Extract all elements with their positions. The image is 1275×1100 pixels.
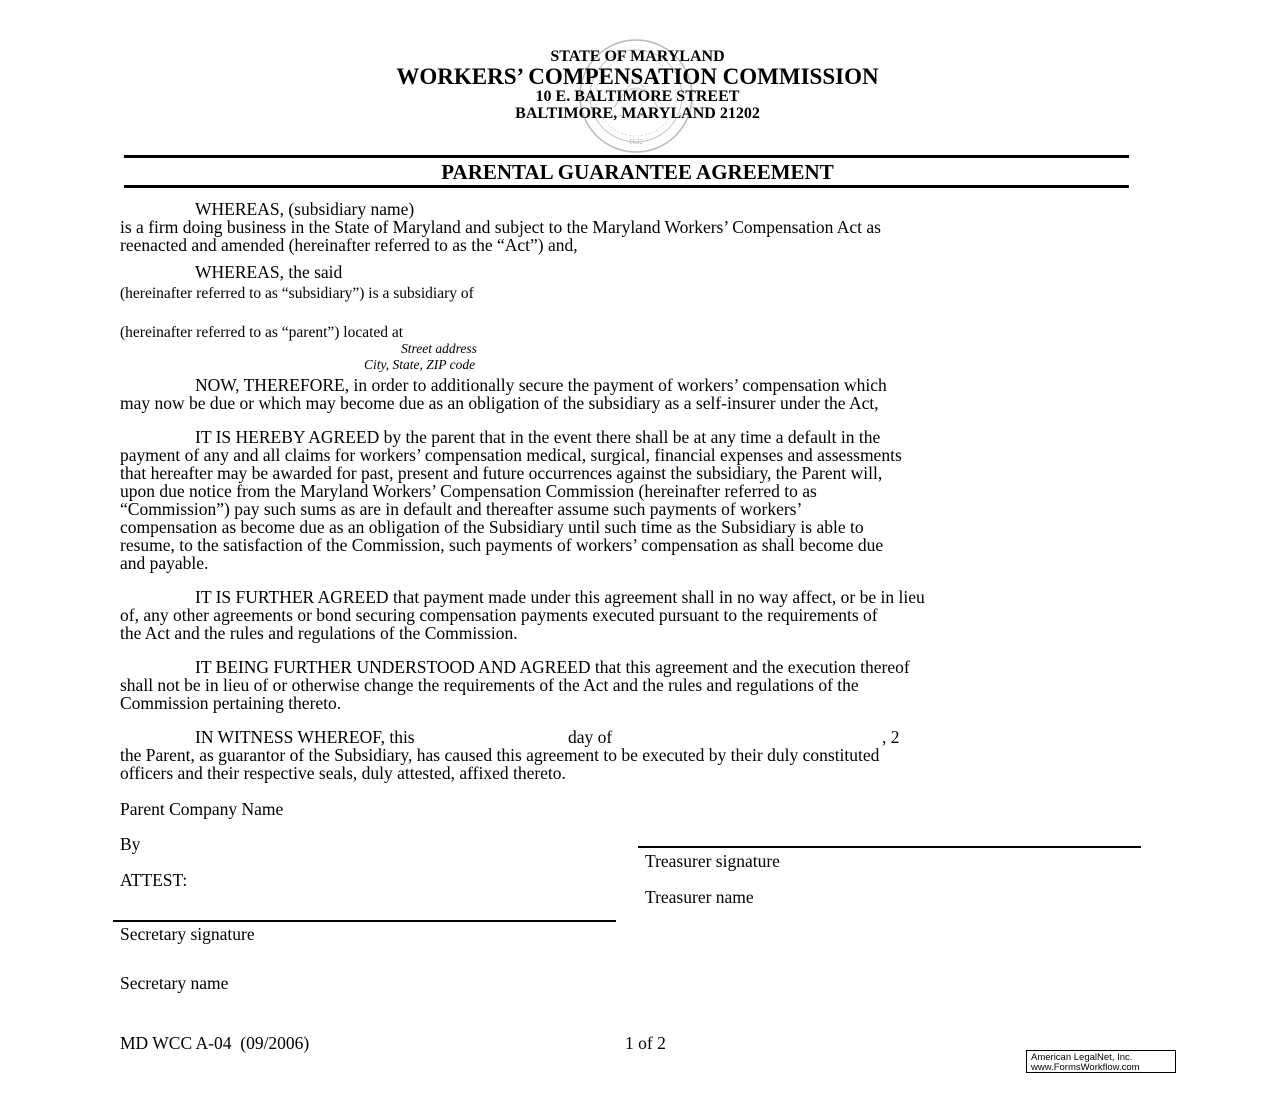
- secretary-name-label: Secretary name: [120, 973, 229, 993]
- subsidiary-definition: (hereinafter referred to as “subsidiary”) is a subsidiary of: [120, 285, 474, 302]
- hereby-agreed-line: resume, to the satisfaction of the Commission, such payments of workers’ compensation as shall become due: [120, 535, 884, 555]
- witness-year-prefix: , 2: [882, 727, 900, 747]
- further-agreed-line: IT IS FURTHER AGREED that payment made under this agreement shall in no way affect, or be in lieu: [195, 587, 925, 607]
- witness-line-2: the Parent, as guarantor of the Subsidiary, has caused this agreement to be executed by their duly constituted: [120, 745, 880, 765]
- title-top-rule: [124, 155, 1129, 158]
- whereas-line-3: reenacted and amended (hereinafter referred to as the “Act”) and,: [120, 235, 578, 255]
- further-understood-line: IT BEING FURTHER UNDERSTOOD AND AGREED that this agreement and the execution thereof: [195, 657, 910, 677]
- document-title: PARENTAL GUARANTEE AGREEMENT: [441, 160, 834, 184]
- seal-year: 1632: [629, 138, 643, 146]
- witness-day-of: day of: [568, 727, 613, 747]
- hereby-agreed-line: IT IS HEREBY AGREED by the parent that in the event there shall be at any time a default in the: [195, 427, 881, 447]
- hereby-agreed-line: that hereafter may be awarded for past, present and future occurrences against the subsidiary, the Parent will,: [120, 463, 883, 483]
- address-street: 10 E. BALTIMORE STREET: [535, 88, 740, 105]
- secretary-signature-label: Secretary signature: [120, 924, 255, 944]
- city-state-zip-hint: City, State, ZIP code: [364, 357, 476, 372]
- street-address-hint: Street address: [401, 341, 477, 356]
- now-therefore-line-1: NOW, THEREFORE, in order to additionally secure the payment of workers’ compensation which: [195, 375, 887, 395]
- whereas-said-label: WHEREAS, the said: [195, 262, 343, 282]
- hereby-agreed-line: upon due notice from the Maryland Workers’ Compensation Commission (hereinafter referred to as: [120, 481, 817, 501]
- commission-heading: WORKERS’ COMPENSATION COMMISSION: [396, 64, 879, 89]
- treasurer-signature-label: Treasurer signature: [645, 851, 780, 871]
- whereas-subsidiary-label: WHEREAS, (subsidiary name): [195, 199, 415, 219]
- parent-definition: (hereinafter referred to as “parent”) located at: [120, 324, 404, 341]
- now-therefore-line-2: may now be due or which may become due as an obligation of the subsidiary as a self-insurer under the Act,: [120, 393, 879, 413]
- hereby-agreed-line: “Commission”) pay such sums as are in default and thereafter assume such payments of workers’: [120, 499, 803, 519]
- parent-company-name-label: Parent Company Name: [120, 799, 284, 819]
- address-city: BALTIMORE, MARYLAND 21202: [515, 105, 760, 122]
- attest-label: ATTEST:: [120, 870, 188, 890]
- publisher-url: www.FormsWorkflow.com: [1031, 1062, 1140, 1073]
- further-understood-line: shall not be in lieu of or otherwise change the requirements of the Act and the rules and regulations of the: [120, 675, 859, 695]
- title-bottom-rule: [124, 185, 1129, 188]
- whereas-line-2: is a firm doing business in the State of Maryland and subject to the Maryland Workers’ Compensation Act as: [120, 217, 881, 237]
- witness-start: IN WITNESS WHEREOF, this: [195, 727, 415, 747]
- treasurer-name-label: Treasurer name: [645, 887, 754, 907]
- publisher-badge: [1026, 1050, 1176, 1073]
- further-agreed-line: of, any other agreements or bond securing compensation payments executed pursuant to the requirements of: [120, 605, 878, 625]
- page-number: 1 of 2: [625, 1033, 666, 1053]
- state-heading: STATE OF MARYLAND: [550, 48, 725, 65]
- hereby-agreed-line: compensation as become due as an obligation of the Subsidiary until such time as the Subsidiary is able to: [120, 517, 864, 537]
- witness-line-3: officers and their respective seals, duly attested, affixed thereto.: [120, 763, 566, 783]
- hereby-agreed-line: payment of any and all claims for workers’ compensation medical, surgical, financial expenses and assessments: [120, 445, 902, 465]
- hereby-agreed-line: and payable.: [120, 553, 209, 573]
- form-identifier: MD WCC A-04 (09/2006): [120, 1033, 310, 1053]
- further-agreed-line: the Act and the rules and regulations of the Commission.: [120, 623, 518, 643]
- by-label: By: [120, 834, 141, 854]
- treasurer-signature-line: [638, 846, 1141, 848]
- further-understood-line: Commission pertaining thereto.: [120, 693, 342, 713]
- publisher-name: American LegalNet, Inc.: [1031, 1052, 1133, 1063]
- secretary-signature-line: [113, 920, 616, 922]
